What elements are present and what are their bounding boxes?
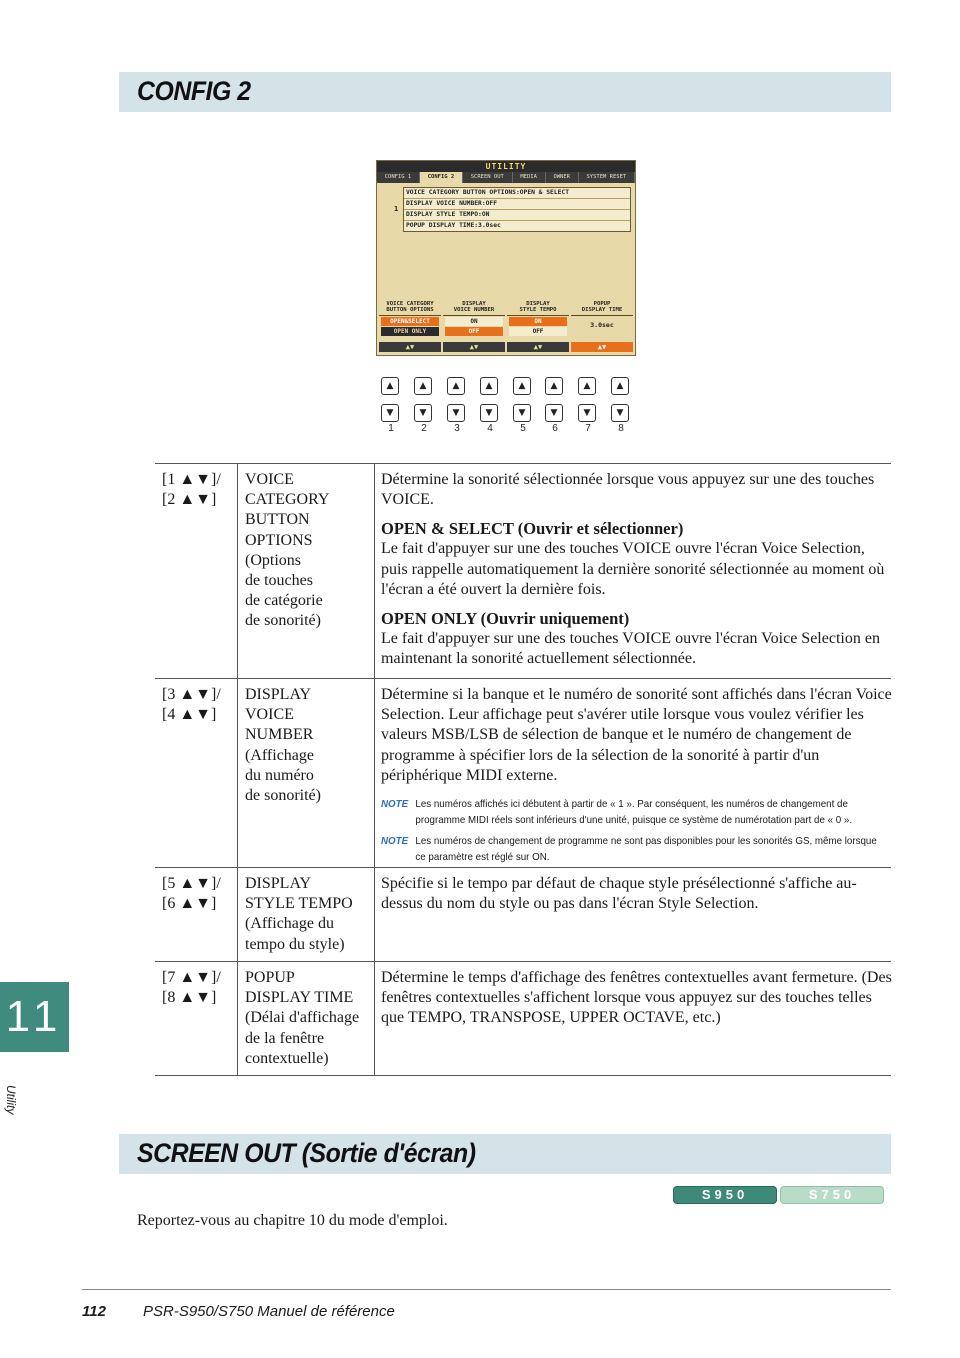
button-number: 4	[487, 423, 493, 434]
lcd-list-number: 1	[394, 205, 399, 213]
section-header-screen-out	[119, 1134, 891, 1174]
up-button-7[interactable]: ▲	[578, 377, 596, 395]
up-button-5[interactable]: ▲	[513, 377, 531, 395]
control-label: VOICE CATEGORY	[386, 301, 434, 307]
chapter-label: Utility	[4, 1085, 18, 1115]
lcd-arrow-3[interactable]: ▲▼	[507, 342, 569, 352]
down-button-5[interactable]: ▼	[513, 404, 531, 422]
model-badge-s750: S750	[780, 1186, 884, 1204]
row-keys: [1 ▲▼]/ [2 ▲▼]	[162, 471, 221, 509]
control-label: BUTTON OPTIONS	[386, 307, 434, 313]
control-label: VOICE NUMBER	[453, 307, 495, 313]
up-button-1[interactable]: ▲	[381, 377, 399, 395]
lcd-screen	[376, 160, 636, 356]
lcd-list-item[interactable]: VOICE CATEGORY BUTTON OPTIONS:OPEN & SELECT	[404, 188, 630, 199]
button-number: 6	[552, 423, 558, 434]
control-label: DISPLAY TIME	[581, 307, 623, 313]
note	[381, 796, 880, 828]
control-label: DISPLAY	[526, 301, 550, 307]
lcd-tab-system-reset[interactable]: SYSTEM RESET	[579, 172, 635, 183]
row-keys: [5 ▲▼]/ [6 ▲▼]	[162, 875, 221, 913]
section-header-config2	[119, 72, 891, 112]
lcd-tab-owner[interactable]: OWNER	[546, 172, 579, 183]
table-row	[155, 868, 891, 962]
button-number: 7	[585, 423, 591, 434]
row-parameter-name: VOICE CATEGORY BUTTON OPTIONS (Options de touches de catégorie de sonorité)	[245, 471, 330, 630]
option-heading: OPEN & SELECT (Ouvrir et sélectionner)	[381, 519, 684, 539]
down-button-7[interactable]: ▼	[578, 404, 596, 422]
section-title: SCREEN OUT (Sortie d'écran)	[137, 1138, 476, 1168]
row-keys: [7 ▲▼]/ [8 ▲▼]	[162, 969, 221, 1007]
table-row	[155, 962, 891, 1076]
button-number: 2	[421, 423, 427, 434]
down-button-6[interactable]: ▼	[545, 404, 563, 422]
option-off[interactable]: OFF	[445, 327, 503, 336]
note-text: Les numéros de changement de programme ne sont pas disponibles pour les sonorités GS, même lorsque ce paramètre est réglé sur ON.	[415, 835, 877, 864]
lcd-tab-config1[interactable]: CONFIG 1	[377, 172, 420, 183]
down-button-4[interactable]: ▼	[480, 404, 498, 422]
option-description: Le fait d'appuyer sur une des touches VOICE ouvre l'écran Voice Selection, puis rappelle automatiquement la dernière sonorité sélectionnée au moment où l'écran a été ouvert la dernière fois.	[381, 540, 885, 598]
chapter-tab: 11	[0, 982, 69, 1052]
up-button-4[interactable]: ▲	[480, 377, 498, 395]
lcd-list-item[interactable]: POPUP DISPLAY TIME:3.0sec	[406, 222, 501, 229]
up-button-6[interactable]: ▲	[545, 377, 563, 395]
page-number: 112	[82, 1303, 106, 1320]
popup-time-value[interactable]: 3.0sec	[590, 321, 614, 329]
option-on[interactable]: ON	[445, 317, 503, 326]
lcd-control-style-tempo	[507, 301, 569, 336]
lcd-settings-list	[403, 187, 631, 232]
control-label: STYLE TEMPO	[519, 307, 557, 313]
option-description: Le fait d'appuyer sur une des touches VOICE ouvre l'écran Voice Selection en maintenant la sonorité actuellement sélectionnée.	[381, 630, 880, 668]
row-description: Spécifie si le tempo par défaut de chaque style présélectionné s'affiche au-dessus du nom du style ou pas dans l'écran Style Selection.	[381, 875, 857, 913]
lcd-arrow-4[interactable]: ▲▼	[571, 342, 633, 352]
note-tag: NOTE	[381, 798, 409, 811]
lcd-title: UTILITY	[377, 161, 635, 172]
lcd-arrow-2[interactable]: ▲▼	[443, 342, 505, 352]
table-row	[155, 679, 891, 868]
note-text: Les numéros affichés ici débutent à partir de « 1 ». Par conséquent, les numéros de changement de programme MIDI réels sont inférieurs d'une unité, puisque ce système de numérotation part de « 0 ».	[415, 798, 853, 827]
down-button-3[interactable]: ▼	[447, 404, 465, 422]
note-tag: NOTE	[381, 835, 409, 848]
row-parameter-name: DISPLAY VOICE NUMBER (Affichage du numéro de sonorité)	[245, 686, 321, 805]
table-row	[155, 463, 891, 679]
footer-divider	[82, 1289, 891, 1290]
option-off[interactable]: OFF	[509, 327, 567, 336]
note	[381, 833, 880, 865]
parameter-table	[155, 463, 891, 1076]
down-button-1[interactable]: ▼	[381, 404, 399, 422]
button-number: 8	[618, 423, 624, 434]
lcd-tab-bar	[377, 172, 635, 183]
option-open-only[interactable]: OPEN ONLY	[381, 327, 439, 336]
control-label: POPUP	[593, 301, 611, 307]
lcd-tab-media[interactable]: MEDIA	[513, 172, 546, 183]
lcd-control-voice-number	[443, 301, 505, 336]
button-number: 5	[520, 423, 526, 434]
row-description: Détermine si la banque et le numéro de sonorité sont affichés dans l'écran Voice Selection. Leur affichage peut s'avérer utile lorsque vous voulez vérifier les valeurs MSB/LSB de sélection de banque et le numéro de changement de programme à spécifier lors de la sélection de la sonorité à partir d'un périphérique MIDI externe.	[381, 686, 892, 784]
row-keys: [3 ▲▼]/ [4 ▲▼]	[162, 686, 221, 724]
up-button-2[interactable]: ▲	[414, 377, 432, 395]
lcd-control-voice-category	[379, 301, 441, 336]
lcd-list-item[interactable]: DISPLAY VOICE NUMBER:OFF	[404, 199, 630, 210]
control-label: DISPLAY	[462, 301, 486, 307]
down-button-8[interactable]: ▼	[611, 404, 629, 422]
lcd-arrow-1[interactable]: ▲▼	[379, 342, 441, 352]
lcd-control-popup-time	[571, 301, 633, 334]
row-parameter-name: POPUP DISPLAY TIME (Délai d'affichage de la fenêtre contextuelle)	[245, 969, 360, 1067]
lcd-tab-screen-out[interactable]: SCREEN OUT	[463, 172, 513, 183]
option-open-select[interactable]: OPEN&SELECT	[381, 317, 439, 326]
lcd-list-item[interactable]: DISPLAY STYLE TEMPO:ON	[404, 210, 630, 221]
section-title: CONFIG 2	[137, 76, 251, 106]
option-heading: OPEN ONLY (Ouvrir uniquement)	[381, 609, 630, 629]
up-button-3[interactable]: ▲	[447, 377, 465, 395]
button-number: 3	[454, 423, 460, 434]
row-description: Détermine la sonorité sélectionnée lorsque vous appuyez sur une des touches VOICE.	[381, 471, 875, 509]
manual-title: PSR-S950/S750 Manuel de référence	[143, 1303, 395, 1320]
row-parameter-name: DISPLAY STYLE TEMPO (Affichage du tempo du style)	[245, 875, 353, 953]
model-badge-s950: S950	[673, 1186, 777, 1204]
down-button-2[interactable]: ▼	[414, 404, 432, 422]
section-body-text: Reportez-vous au chapitre 10 du mode d'emploi.	[137, 1212, 448, 1229]
up-button-8[interactable]: ▲	[611, 377, 629, 395]
lcd-tab-config2[interactable]: CONFIG 2	[420, 172, 463, 183]
option-on[interactable]: ON	[509, 317, 567, 326]
button-number: 1	[388, 423, 394, 434]
row-description: Détermine le temps d'affichage des fenêtres contextuelles avant fermeture. (Des fenêtres contextuelles s'affichent lorsque vous appuyez sur des touches telles que TEMPO, TRANSPOSE, UPPER OCTAVE, etc.)	[381, 969, 892, 1027]
